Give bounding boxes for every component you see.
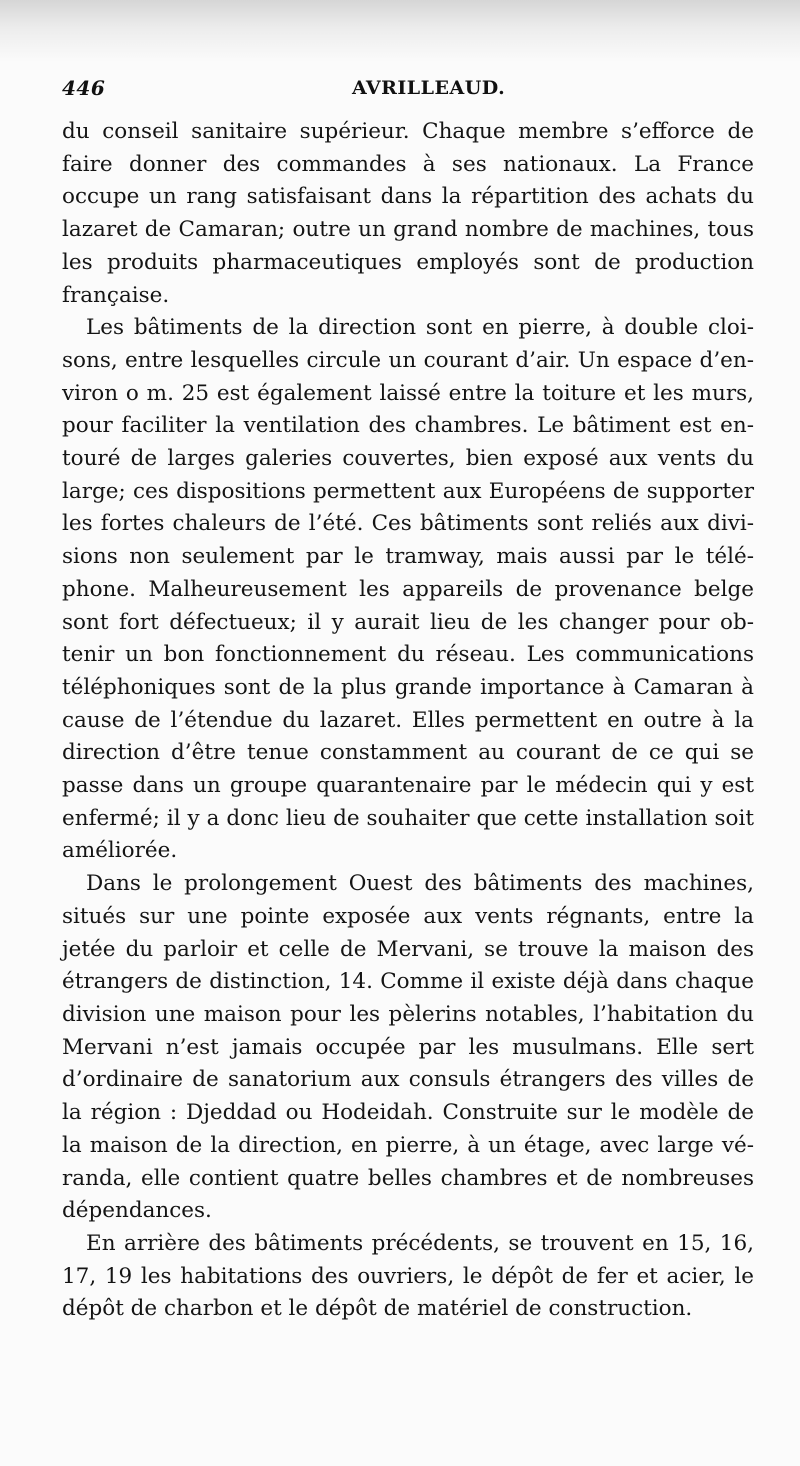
running-head xyxy=(62,76,762,110)
running-title: AVRILLEAUD. xyxy=(352,77,506,99)
paragraph-4: En arrière des bâtiments précédents, se trouvent en 15, 16, 17, 19 les habitations des ouvriers, le dépôt de fer et acier, le dépôt de charbon et le dépôt de matériel de construction. xyxy=(62,1230,754,1322)
paragraph-2: Les bâtiments de la direction sont en pierre, à double cloisons, entre lesquelles circule un courant d’air. Un espace d’environ o m. 25 est également laissé entre la toiture et les murs, pour faciliter la ventilation des chambres. Le bâtiment est entouré de larges galeries couvertes, bien exposé aux vents du large; ces dispositions permettent aux Européens de supporter les fortes chaleurs de l’été. Ces bâtiments sont reliés aux divisions non seulement par le tramway, mais aussi par le téléphone. Malheureusement les appareils de provenance belge sont fort défectueux; il y aurait lieu de les changer pour obtenir un bon fonctionnement du réseau. Les communications téléphoniques sont de la plus grande importance à Camaran à cause de l’étendue du lazaret. Elles permettent en outre à la direction d’être tenue constamment au courant de ce qui se passe dans un groupe quarantenaire par le médecin qui y est enfermé; il y a donc lieu de souhaiter que cette installation soit améliorée. xyxy=(62,315,754,864)
page-number: 446 xyxy=(62,76,106,100)
paragraph-3: Dans le prolongement Ouest des bâtiments des machines, situés sur une pointe exposée aux vents régnants, entre la jetée du parloir et celle de Mervani, se trouve la maison des étrangers de distinction, 14. Comme il existe déjà dans chaque division une maison pour les pèlerins notables, l’habitation du Mervani n’est jamais occupée par les musulmans. Elle sert d’ordinaire de sanatorium aux consuls étrangers des villes de la région : Djeddad ou Hodeidah. Construite sur le modèle de la maison de la direction, en pierre, à un étage, avec large véranda, elle contient quatre belles chambres et de nombreuses dépendances. xyxy=(62,871,754,1224)
scan-top-edge xyxy=(0,0,800,62)
paragraph-1: du conseil sanitaire supérieur. Chaque membre s’efforce de faire donner des commandes à ses nationaux. La France occupe un rang satisfaisant dans la répartition des achats du lazaret de Camaran; outre un grand nombre de machines, tous les produits pharmaceutiques employés sont de production française. xyxy=(62,119,754,308)
body-text xyxy=(62,116,754,1326)
